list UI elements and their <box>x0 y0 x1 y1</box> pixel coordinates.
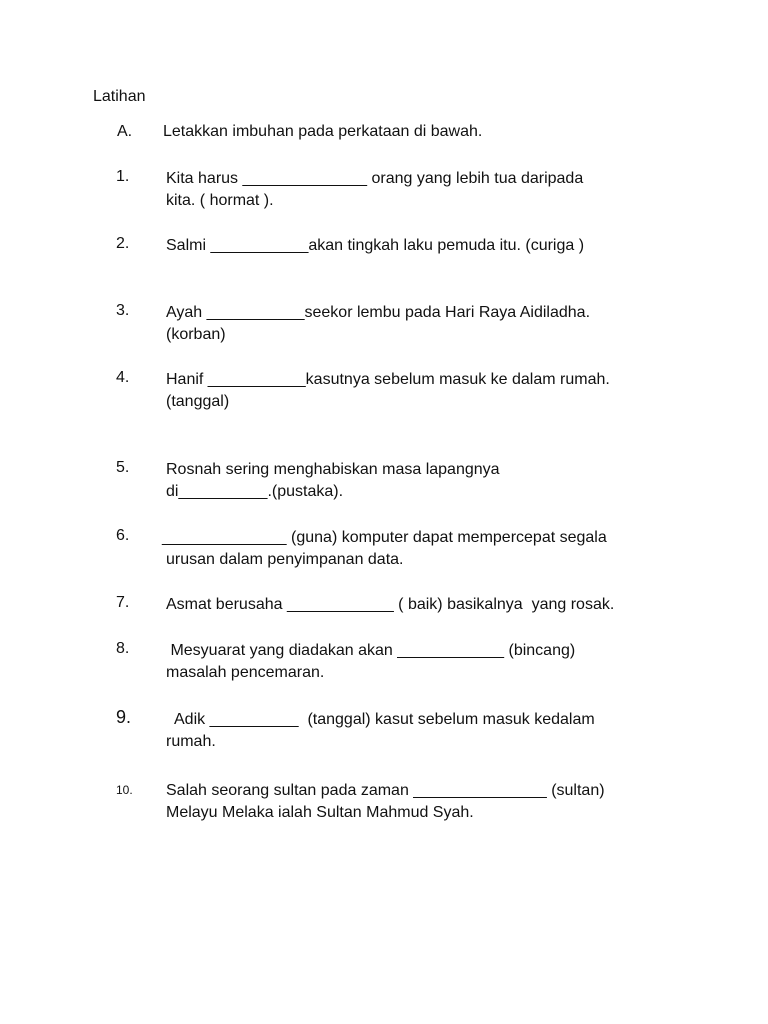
question-line: (tanggal) <box>166 393 230 410</box>
question-number: 6. <box>116 527 130 544</box>
question-line: ______________ (guna) komputer dapat mempercepat segala <box>162 529 607 546</box>
question-number: 4. <box>116 369 130 386</box>
question-line: Kita harus ______________ orang yang lebih tua daripada <box>166 170 584 187</box>
page-title: Latihan <box>93 88 146 105</box>
question-line: Salmi ___________akan tingkah laku pemuda itu. (curiga ) <box>166 237 585 254</box>
question-number: 7. <box>116 594 130 611</box>
question-number: 2. <box>116 235 130 252</box>
question-number: 1. <box>116 168 130 185</box>
question-line: Asmat berusaha ____________ ( baik) basikalnya yang rosak. <box>166 596 615 613</box>
question-line: Ayah ___________seekor lembu pada Hari Raya Aidiladha. <box>166 304 591 321</box>
question-number: 8. <box>116 640 130 657</box>
question-line: Adik __________ (tanggal) kasut sebelum masuk kedalam <box>166 711 595 728</box>
question-line: Hanif ___________kasutnya sebelum masuk ke dalam rumah. <box>166 371 610 388</box>
question-number: 10. <box>116 783 133 797</box>
section-instruction: Letakkan imbuhan pada perkataan di bawah. <box>163 123 483 140</box>
question-line: (korban) <box>166 326 226 343</box>
question-line: di__________.(pustaka). <box>166 483 344 500</box>
question-line: Melayu Melaka ialah Sultan Mahmud Syah. <box>166 804 474 821</box>
question-line: kita. ( hormat ). <box>166 192 274 209</box>
question-line: urusan dalam penyimpanan data. <box>166 551 404 568</box>
question-line: masalah pencemaran. <box>166 664 325 681</box>
question-number: 3. <box>116 302 130 319</box>
question-line: Rosnah sering menghabiskan masa lapangnya <box>166 461 500 478</box>
question-line: Salah seorang sultan pada zaman _______________ (sultan) <box>166 782 605 799</box>
question-line: Mesyuarat yang diadakan akan ____________ (bincang) <box>166 642 576 659</box>
question-line: rumah. <box>166 733 216 750</box>
section-letter: A. <box>117 123 133 140</box>
question-number: 9. <box>116 707 132 727</box>
question-number: 5. <box>116 459 130 476</box>
